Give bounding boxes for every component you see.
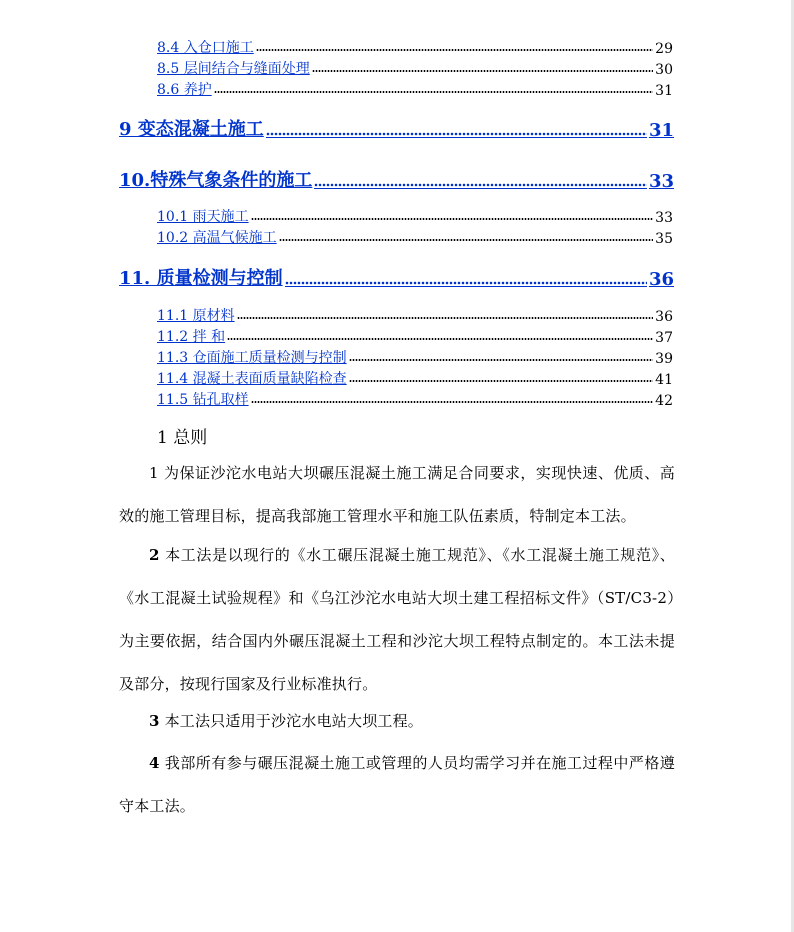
- toc-entry-11-4[interactable]: [157, 368, 673, 388]
- toc-leader-dots: [237, 315, 654, 321]
- toc-entry-page: 36: [655, 309, 673, 325]
- paragraph-text: 为保证沙沱水电站大坝碾压混凝土施工满足合同要求，实现快速、优质、高效的施工管理目标，提高我部施工管理水平和施工队伍素质，特制定本工法。: [119, 464, 675, 525]
- toc-entry-title[interactable]: 11.3 仓面施工质量检测与控制: [157, 350, 347, 366]
- toc-entry-page: 37: [655, 330, 673, 346]
- toc-leader-dots: [349, 357, 654, 363]
- toc-entry-title[interactable]: 11. 质量检测与控制: [119, 268, 283, 289]
- toc-entry-11-5[interactable]: [157, 389, 673, 409]
- toc-entry-title[interactable]: 8.6 养护: [157, 82, 212, 98]
- toc-entry-11-3[interactable]: [157, 347, 673, 367]
- paragraph-3: [119, 700, 675, 743]
- toc-entry-page: 33: [655, 210, 673, 226]
- paragraph-2: [119, 534, 675, 706]
- toc-entry-8-4[interactable]: [157, 37, 673, 57]
- toc-entry-page: 31: [655, 83, 673, 99]
- toc-entry-11[interactable]: [119, 264, 674, 290]
- toc-leader-dots: [312, 68, 653, 74]
- toc-leader-dots: [214, 89, 653, 95]
- toc-leader-dots: [256, 47, 653, 53]
- paragraph-number: 4: [149, 754, 160, 772]
- toc-entry-title[interactable]: 10.2 高温气候施工: [157, 230, 277, 246]
- toc-entry-title[interactable]: 8.5 层间结合与缝面处理: [157, 61, 310, 77]
- paragraph-number: 2: [149, 546, 160, 564]
- paragraph-4: [119, 742, 675, 828]
- toc-entry-title[interactable]: 9 变态混凝土施工: [119, 119, 264, 140]
- toc-entry-page: 30: [655, 62, 673, 78]
- toc-entry-8-6[interactable]: [157, 79, 673, 99]
- paragraph-number: 1: [149, 464, 159, 482]
- toc-leader-dots: [349, 378, 654, 384]
- toc-entry-title[interactable]: 11.2 拌 和: [157, 329, 226, 345]
- toc-entry-page: 29: [655, 41, 673, 57]
- toc-leader-dots: [266, 131, 647, 138]
- paragraph-text: 本工法只适用于沙沱水电站大坝工程。: [159, 712, 424, 730]
- toc-entry-9[interactable]: [119, 115, 674, 141]
- toc-entry-title[interactable]: 11.5 钻孔取样: [157, 392, 249, 408]
- toc-leader-dots: [279, 237, 654, 243]
- toc-entry-title[interactable]: 10.1 雨天施工: [157, 209, 249, 225]
- toc-leader-dots: [251, 216, 654, 222]
- toc-leader-dots: [251, 399, 654, 405]
- toc-entry-11-2[interactable]: [157, 326, 673, 346]
- paragraph-number: 3: [149, 712, 160, 730]
- paragraph-text: 我部所有参与碾压混凝土施工或管理的人员均需学习并在施工过程中严格遵守本工法。: [119, 754, 675, 815]
- toc-entry-page: 35: [655, 231, 673, 247]
- toc-entry-10[interactable]: [119, 166, 674, 192]
- toc-entry-page[interactable]: 31: [648, 120, 674, 141]
- toc-entry-11-1[interactable]: [157, 305, 673, 325]
- toc-entry-title[interactable]: 11.1 原材料: [157, 308, 235, 324]
- toc-entry-title[interactable]: 10.特殊气象条件的施工: [119, 170, 313, 191]
- toc-leader-dots: [314, 182, 647, 189]
- toc-entry-10-2[interactable]: [157, 227, 673, 247]
- toc-entry-page: 42: [655, 393, 673, 409]
- toc-leader-dots: [227, 336, 653, 342]
- toc-entry-10-1[interactable]: [157, 206, 673, 226]
- section-heading: 1 总则: [157, 428, 208, 448]
- toc-entry-title[interactable]: 11.4 混凝土表面质量缺陷检查: [157, 371, 347, 387]
- paragraph-text: 本工法是以现行的《水工碾压混凝土施工规范》、《水工混凝土施工规范》、《水工混凝土试验规程》和《乌江沙沱水电站大坝土建工程招标文件》（ST/C3-2）为主要依据，结合国内外碾压混凝土工程和沙沱大坝工程特点制定的。本工法未提及部分，按现行国家及行业标准执行。: [119, 546, 675, 693]
- toc-entry-page: 39: [655, 351, 673, 367]
- toc-entry-page: 41: [655, 372, 673, 388]
- paragraph-1: [119, 452, 675, 538]
- toc-entry-title[interactable]: 8.4 入仓口施工: [157, 40, 254, 56]
- toc-leader-dots: [285, 280, 647, 287]
- toc-entry-page[interactable]: 33: [648, 171, 674, 192]
- toc-entry-8-5[interactable]: [157, 58, 673, 78]
- toc-entry-page[interactable]: 36: [648, 269, 674, 290]
